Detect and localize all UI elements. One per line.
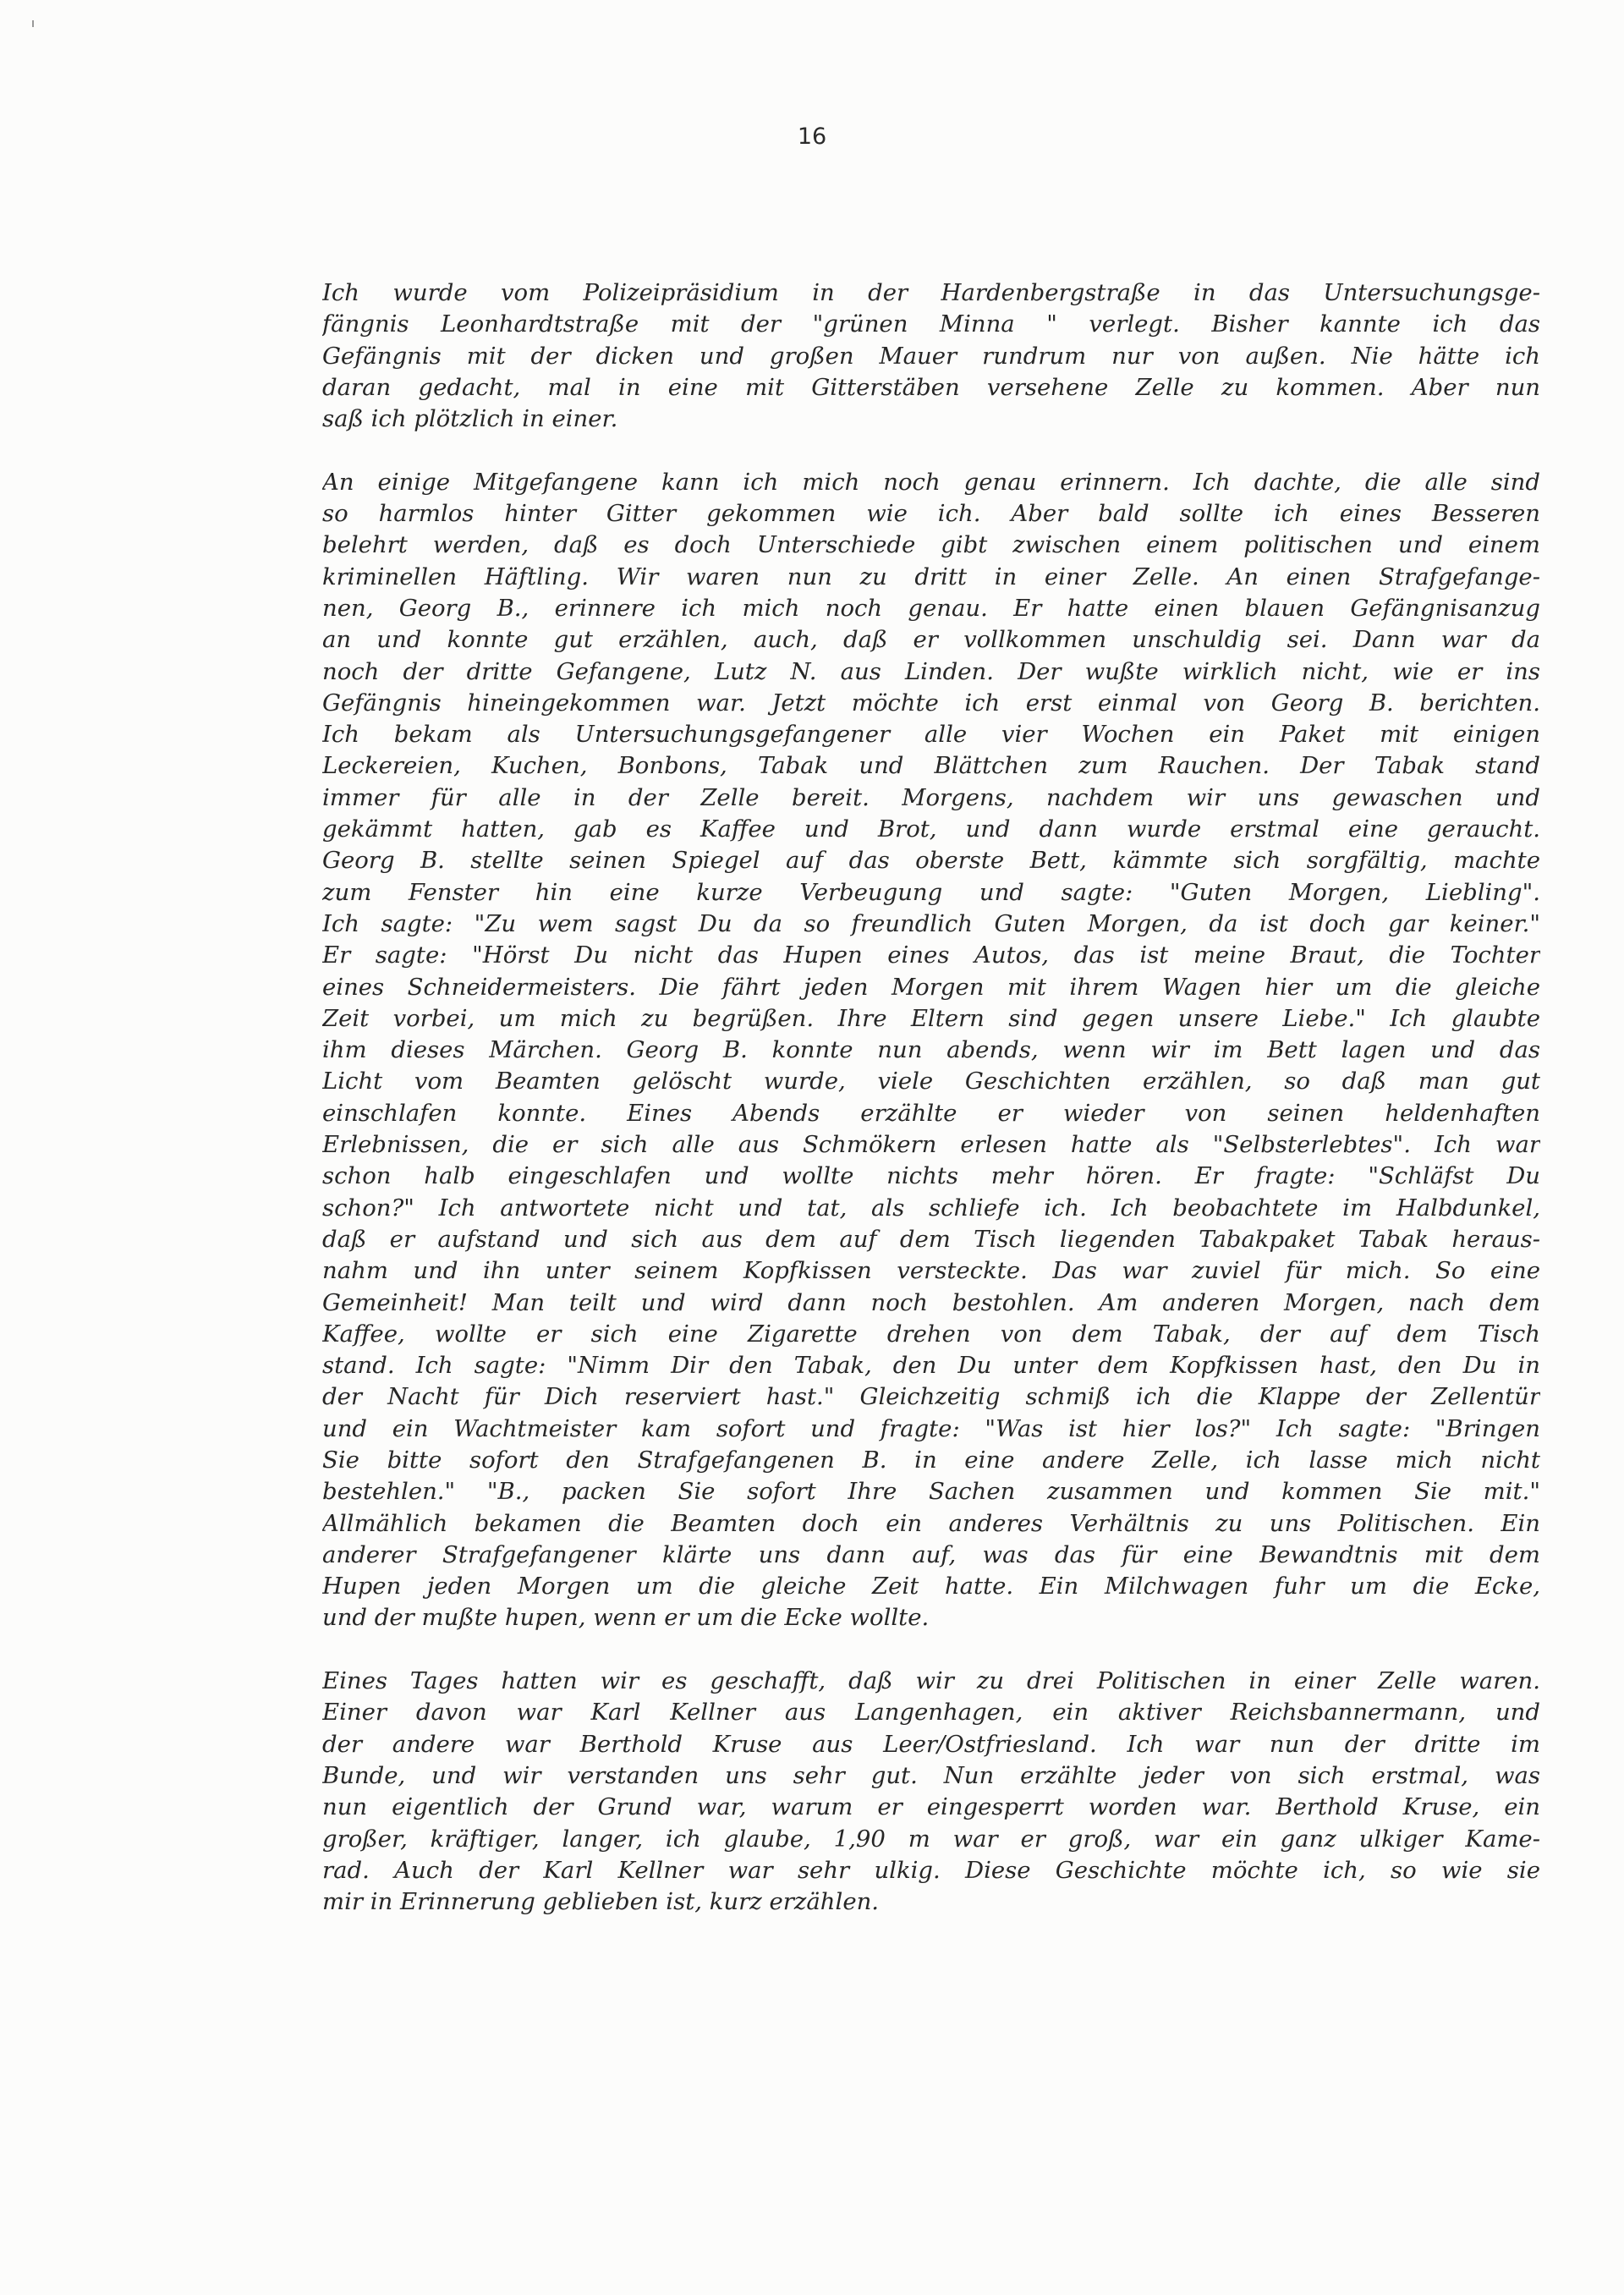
text-line: Bunde, und wir verstanden uns sehr gut. Nun erzählte jeder von sich erstmal, was bbox=[322, 1761, 1540, 1789]
text-line: Ich sagte: "Zu wem sagst Du da so freundlich Guten Morgen, da ist doch gar keiner." bbox=[322, 909, 1540, 937]
text-line: Einer davon war Karl Kellner aus Langenhagen, ein aktiver Reichsbannermann, und bbox=[322, 1699, 1540, 1727]
text-line: rad. Auch der Karl Kellner war sehr ulkig. Diese Geschichte möchte ich, so wie sie bbox=[322, 1856, 1540, 1884]
text-line: so harmlos hinter Gitter gekommen wie ich. Aber bald sollte ich eines Besseren bbox=[322, 500, 1540, 528]
text-line: Ich wurde vom Polizeipräsidium in der Hardenbergstraße in das Untersuchungsge- bbox=[322, 279, 1540, 306]
text-line: schon?" Ich antwortete nicht und tat, als schliefe ich. Ich beobachtete im Halbdunkel, bbox=[322, 1194, 1540, 1222]
body-text bbox=[322, 277, 1540, 1918]
text-line: eines Schneidermeisters. Die fährt jeden Morgen mit ihrem Wagen hier um die gleiche bbox=[322, 973, 1540, 1001]
text-line: daß er aufstand und sich aus dem auf dem Tisch liegenden Tabakpaket Tabak heraus- bbox=[322, 1225, 1540, 1253]
text-line: stand. Ich sagte: "Nimm Dir den Tabak, den Du unter dem Kopfkissen hast, den Du in bbox=[322, 1352, 1540, 1380]
text-line: kriminellen Häftling. Wir waren nun zu dritt in einer Zelle. An einen Strafgefange- bbox=[322, 563, 1540, 590]
text-line: immer für alle in der Zelle bereit. Morgens, nachdem wir uns gewaschen und bbox=[322, 783, 1540, 811]
text-line: Er sagte: "Hörst Du nicht das Hupen eines Autos, das ist meine Braut, die Tochter bbox=[322, 942, 1540, 969]
text-line: der andere war Berthold Kruse aus Leer/Ostfriesland. Ich war nun der dritte im bbox=[322, 1730, 1540, 1758]
text-line: Kaffee, wollte er sich eine Zigarette drehen von dem Tabak, der auf dem Tisch bbox=[322, 1320, 1540, 1348]
text-line: schon halb eingeschlafen und wollte nichts mehr hören. Er fragte: "Schläfst Du bbox=[322, 1162, 1540, 1190]
text-line: mir in Erinnerung geblieben ist, kurz erzählen. bbox=[322, 1888, 880, 1916]
text-line: an und konnte gut erzählen, auch, daß er vollkommen unschuldig sei. Dann war da bbox=[322, 626, 1540, 654]
paragraph bbox=[322, 277, 1540, 435]
text-line: An einige Mitgefangene kann ich mich noch genau erinnern. Ich dachte, die alle sind bbox=[322, 468, 1540, 496]
text-line: Hupen jeden Morgen um die gleiche Zeit hatte. Ein Milchwagen fuhr um die Ecke, bbox=[322, 1573, 1540, 1600]
text-line: Ich bekam als Untersuchungsgefangener alle vier Wochen ein Paket mit einigen bbox=[322, 721, 1540, 749]
text-line: Gemeinheit! Man teilt und wird dann noch bestohlen. Am anderen Morgen, nach dem bbox=[322, 1288, 1540, 1316]
text-line: Sie bitte sofort den Strafgefangenen B. in eine andere Zelle, ich lasse mich nicht bbox=[322, 1446, 1540, 1474]
text-line: nen, Georg B., erinnere ich mich noch genau. Er hatte einen blauen Gefängnisanzug bbox=[322, 594, 1540, 622]
text-line: einschlafen konnte. Eines Abends erzählte er wieder von seinen heldenhaften bbox=[322, 1099, 1540, 1127]
text-line: Erlebnissen, die er sich alle aus Schmökern erlesen hatte als "Selbsterlebtes". Ich war bbox=[322, 1131, 1540, 1159]
text-line: Eines Tages hatten wir es geschafft, daß wir zu drei Politischen in einer Zelle waren. bbox=[322, 1667, 1540, 1695]
text-line: fängnis Leonhardtstraße mit der "grünen Minna " verlegt. Bisher kannte ich das bbox=[322, 310, 1540, 338]
text-line: belehrt werden, daß es doch Unterschiede gibt zwischen einem politischen und einem bbox=[322, 531, 1540, 559]
text-line: Zeit vorbei, um mich zu begrüßen. Ihre Eltern sind gegen unsere Liebe." Ich glaubte bbox=[322, 1004, 1540, 1032]
text-line: der Nacht für Dich reserviert hast." Gleichzeitig schmiß ich die Klappe der Zellentür bbox=[322, 1383, 1540, 1411]
page-number: 16 bbox=[797, 124, 827, 150]
paragraph bbox=[322, 467, 1540, 1634]
text-line: Georg B. stellte seinen Spiegel auf das oberste Bett, kämmte sich sorgfältig, machte bbox=[322, 847, 1540, 875]
text-line: anderer Strafgefangener klärte uns dann auf, was das für eine Bewandtnis mit dem bbox=[322, 1540, 1540, 1568]
text-line: ihm dieses Märchen. Georg B. konnte nun abends, wenn wir im Bett lagen und das bbox=[322, 1036, 1540, 1064]
text-line: nahm und ihn unter seinem Kopfkissen versteckte. Das war zuviel für mich. So eine bbox=[322, 1257, 1540, 1285]
text-line: Gefängnis mit der dicken und großen Mauer rundrum nur von außen. Nie hätte ich bbox=[322, 342, 1540, 370]
text-line: und der mußte hupen, wenn er um die Ecke wollte. bbox=[322, 1604, 930, 1632]
text-line: saß ich plötzlich in einer. bbox=[322, 405, 618, 433]
text-line: zum Fenster hin eine kurze Verbeugung und sagte: "Guten Morgen, Liebling". bbox=[322, 878, 1540, 906]
text-line: Leckereien, Kuchen, Bonbons, Tabak und Blättchen zum Rauchen. Der Tabak stand bbox=[322, 752, 1540, 780]
text-line: gekämmt hatten, gab es Kaffee und Brot, und dann wurde erstmal eine geraucht. bbox=[322, 815, 1540, 843]
text-line: Allmählich bekamen die Beamten doch ein anderes Verhältnis zu uns Politischen. Ein bbox=[322, 1509, 1540, 1537]
text-line: und ein Wachtmeister kam sofort und fragte: "Was ist hier los?" Ich sagte: "Bringen bbox=[322, 1414, 1540, 1442]
text-line: Gefängnis hineingekommen war. Jetzt möchte ich erst einmal von Georg B. berichten. bbox=[322, 689, 1540, 717]
paragraph bbox=[322, 1666, 1540, 1918]
text-line: Licht vom Beamten gelöscht wurde, viele Geschichten erzählen, so daß man gut bbox=[322, 1068, 1540, 1095]
text-line: bestehlen." "B., packen Sie sofort Ihre Sachen zusammen und kommen Sie mit." bbox=[322, 1478, 1540, 1506]
scan-mark bbox=[32, 20, 34, 27]
text-line: noch der dritte Gefangene, Lutz N. aus Linden. Der wußte wirklich nicht, wie er ins bbox=[322, 657, 1540, 685]
text-line: großer, kräftiger, langer, ich glaube, 1,90 m war er groß, war ein ganz ulkiger Kame- bbox=[322, 1825, 1540, 1853]
text-line: nun eigentlich der Grund war, warum er eingesperrt worden war. Berthold Kruse, ein bbox=[322, 1793, 1540, 1821]
text-line: daran gedacht, mal in eine mit Gitterstäben versehene Zelle zu kommen. Aber nun bbox=[322, 373, 1540, 401]
